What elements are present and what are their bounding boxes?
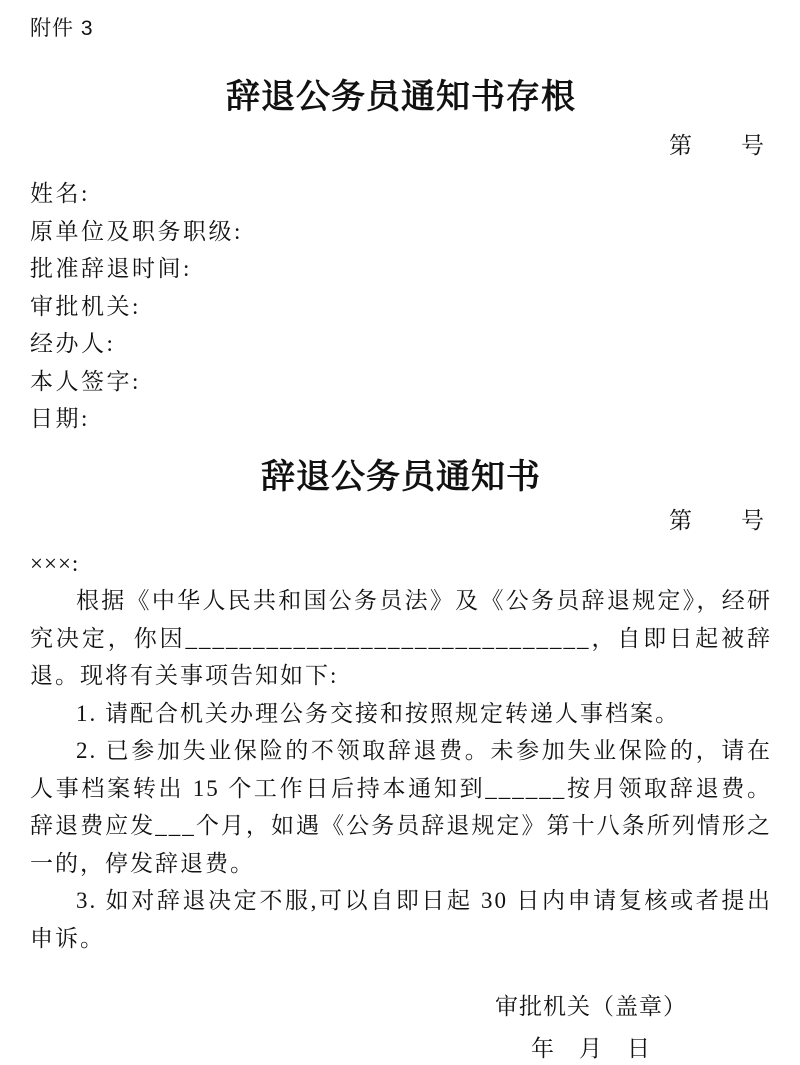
salutation: ×××: xyxy=(30,550,80,576)
paragraph-item-2: 2. 已参加失业保险的不领取辞退费。未参加失业保险的，请在人事档案转出 15 个工作日后持本通知到______按月领取辞退费。辞退费应发___个月，如遇《公务员辞退规定》第十八条所列情形之一的，停发辞退费。 xyxy=(30,738,772,876)
stub-title: 辞退公务员通知书存根 xyxy=(226,79,576,116)
paragraph-item-3: 3. 如对辞退决定不服,可以自即日起 30 日内申请复核或者提出申诉。 xyxy=(30,888,772,951)
attachment-label: 附件 3 xyxy=(30,17,94,40)
stub-number-line: 第 号 xyxy=(669,133,765,158)
field-date: 日期: xyxy=(30,406,90,431)
field-handler: 经办人: xyxy=(30,331,116,356)
paragraph-item-1: 1. 请配合机关办理公务交接和按照规定转递人事档案。 xyxy=(76,700,680,726)
notice-number-line: 第 号 xyxy=(669,507,765,533)
stub-fields xyxy=(30,175,772,438)
field-dismissal-approval-time: 批准辞退时间: xyxy=(30,256,192,281)
notice-title: 辞退公务员通知书 xyxy=(261,458,541,496)
signature-block xyxy=(495,991,687,1065)
notice-body xyxy=(30,545,772,958)
field-unit-and-position: 原单位及职务职级: xyxy=(30,218,243,244)
field-personal-signature: 本人签字: xyxy=(30,368,141,394)
approving-authority-seal-line: 审批机关（盖章） xyxy=(495,994,687,1019)
field-name: 姓名: xyxy=(30,181,90,206)
year-month-day-line: 年 月 日 xyxy=(531,1036,651,1061)
paragraph-basis: 根据《中华人民共和国公务员法》及《公务员辞退规定》，经研究决定，你因______________________________，自即日起被辞退。现将有关事项告知如下: xyxy=(30,588,772,688)
field-approving-authority: 审批机关: xyxy=(30,293,141,319)
